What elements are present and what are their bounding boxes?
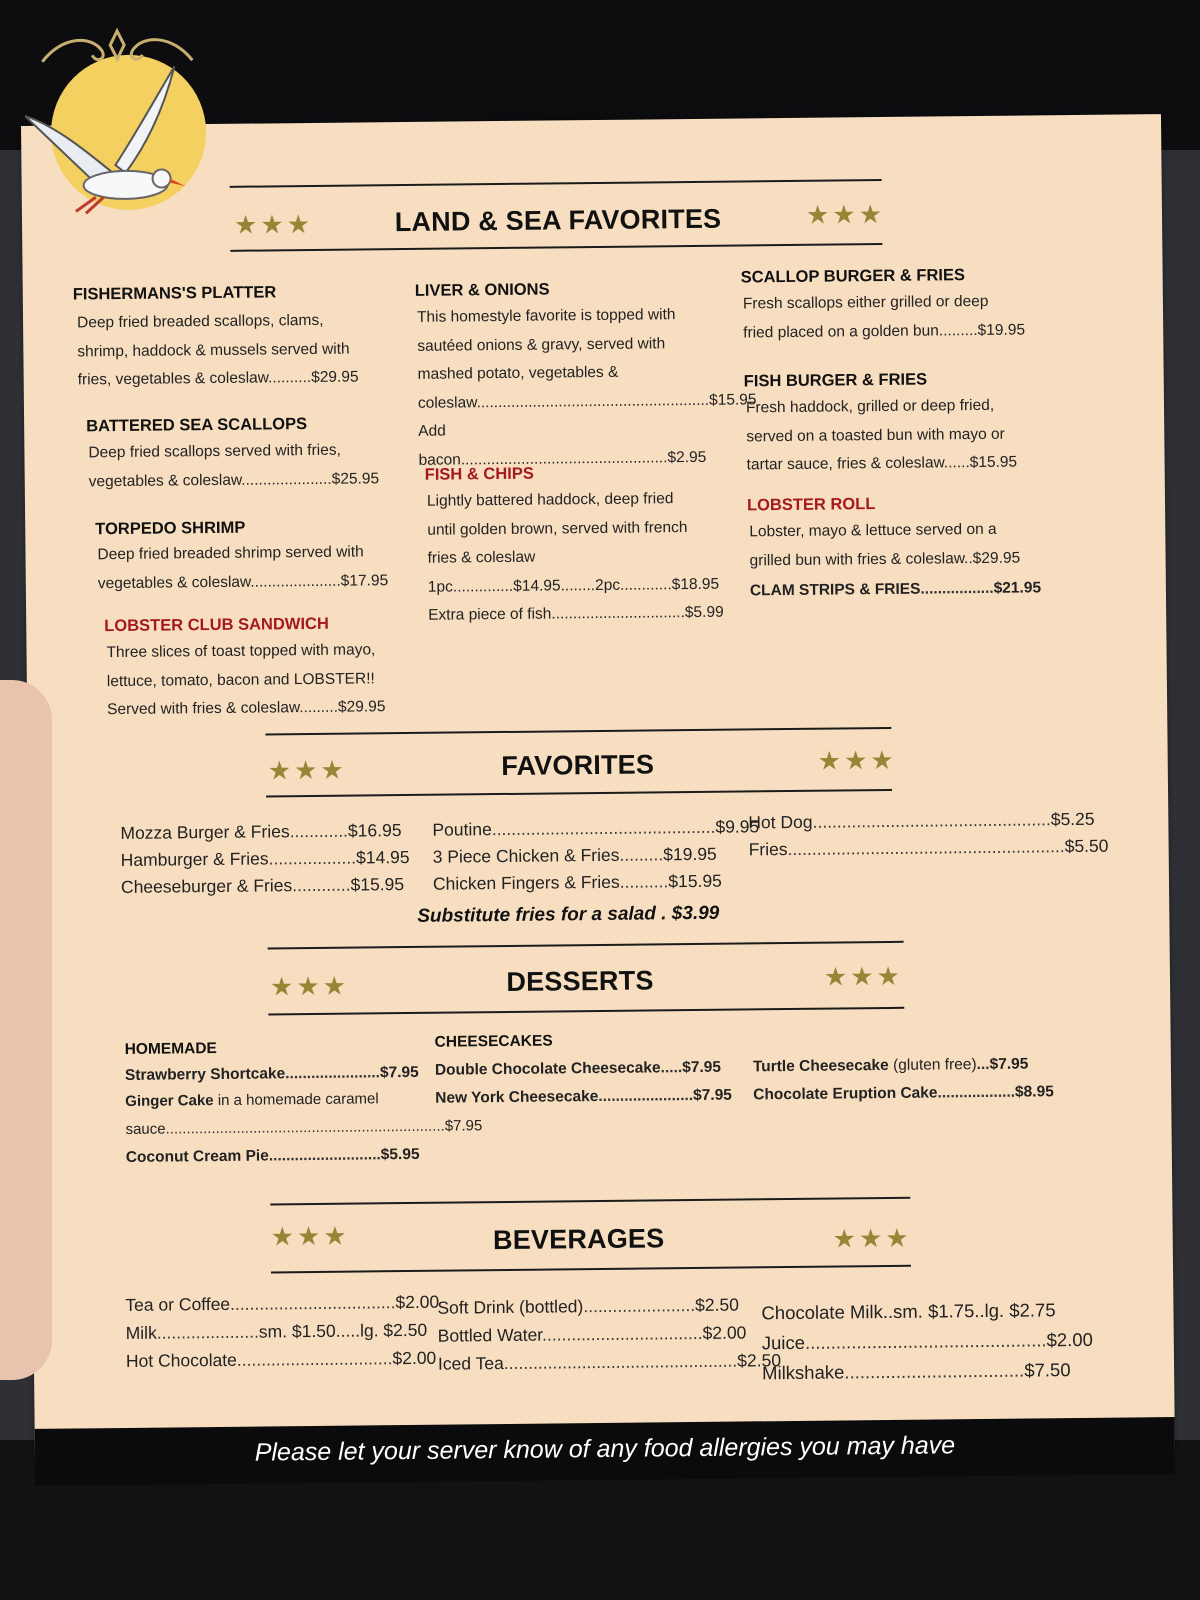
item-title: BATTERED SEA SCALLOPS <box>86 415 308 436</box>
section-title-favorites: FAVORITES <box>501 749 655 782</box>
menu-item: Coconut Cream Pie..........................$5.95 <box>125 1145 420 1166</box>
item-title: LOBSTER CLUB SANDWICH <box>104 614 329 636</box>
menu-item: Iced Tea................................................$2.50 <box>437 1350 782 1374</box>
section-title-beverages: BEVERAGES <box>492 1223 665 1256</box>
stars-icon: ★★★ <box>832 1222 912 1254</box>
menu-item: Soft Drink (bottled).......................$2.50 <box>437 1294 740 1318</box>
section-title-land-sea: LAND & SEA FAVORITES <box>394 203 722 238</box>
menu-item: Mozza Burger & Fries............$16.95 <box>120 820 402 844</box>
divider <box>268 941 904 950</box>
divider <box>230 243 882 252</box>
hand-holding-menu <box>0 680 52 1380</box>
dessert-subhead-cheesecakes: CHEESECAKES <box>434 1032 553 1051</box>
menu-item: Milk.....................sm. $1.50.....lg. $2.50 <box>125 1319 428 1343</box>
item-title: LOBSTER ROLL <box>746 495 876 515</box>
menu-item-clam-strips: CLAM STRIPS & FRIES.................$21.95 <box>749 579 1042 600</box>
menu-item: 3 Piece Chicken & Fries.........$19.95 <box>432 843 717 867</box>
menu-item: Chicken Fingers & Fries..........$15.95 <box>432 870 722 894</box>
item-description: Lightly battered haddock, deep fried until golden brown, served with french fries & coleslaw 1pc..............$14.95........2pc............$18.95 Extra piece of fish...............................$5.99 <box>426 490 724 624</box>
menu-item: New York Cheesecake......................$7.95 <box>435 1086 732 1107</box>
menu-item: Tea or Coffee..................................$2.00 <box>125 1291 440 1315</box>
item-description: Deep fried scallops served with fries, vegetables & coleslaw.....................$25.95 <box>88 441 380 490</box>
divider <box>230 179 882 188</box>
menu-item: Hot Dog.................................................$5.25 <box>748 808 1095 833</box>
menu-page <box>21 114 1175 1466</box>
menu-item: Chocolate Eruption Cake..................$8.95 <box>753 1083 1054 1104</box>
item-description: Fresh scallops either grilled or deep fried placed on a golden bun.........$19.95 <box>742 292 1026 341</box>
menu-item: Hamburger & Fries..................$14.95 <box>120 846 410 871</box>
section-title-desserts: DESSERTS <box>506 965 654 997</box>
stars-icon: ★★★ <box>823 960 904 992</box>
item-title: FISH & CHIPS <box>424 464 534 484</box>
menu-item: Poutine..............................................$9.95 <box>432 816 760 840</box>
stars-icon: ★★★ <box>817 744 897 776</box>
divider <box>271 1265 911 1274</box>
item-description: Deep fried breaded scallops, clams, shrimp, haddock & mussels served with fries, vegetables & coleslaw..........$29.95 <box>76 311 359 389</box>
menu-item: Hot Chocolate................................$2.00 <box>125 1347 437 1371</box>
footer-banner <box>35 1417 1176 1486</box>
menu-item: Strawberry Shortcake......................$7.95 <box>124 1063 419 1084</box>
menu-item: Cheeseburger & Fries............$15.95 <box>120 874 405 897</box>
stars-icon: ★★★ <box>233 208 314 240</box>
item-title: FISHERMANS'S PLATTER <box>72 283 277 304</box>
seagull-icon <box>24 64 196 216</box>
item-title: SCALLOP BURGER & FRIES <box>740 266 966 287</box>
divider <box>266 789 892 798</box>
menu-item: Ginger Cake in a homemade caramel <box>125 1090 379 1110</box>
substitute-note: Substitute fries for a salad . $3.99 <box>417 902 720 927</box>
item-description: Lobster, mayo & lettuce served on a grilled bun with fries & coleslaw..$29.95 <box>749 520 1021 569</box>
item-title: FISH BURGER & FRIES <box>743 370 928 391</box>
divider <box>265 727 891 736</box>
item-description: Fresh haddock, grilled or deep fried, served on a toasted bun with mayo or tartar sauce, fries & coleslaw......$15.95 <box>745 396 1018 474</box>
menu-item: Fries.........................................................$5.50 <box>748 835 1109 860</box>
menu-item: sauce...................................................................$7.95 <box>125 1117 483 1138</box>
menu-item: Juice...............................................$2.00 <box>761 1328 1093 1354</box>
divider <box>268 1007 904 1016</box>
menu-item: Turtle Cheesecake (gluten free)...$7.95 <box>752 1055 1029 1076</box>
stars-icon: ★★★ <box>270 1220 350 1252</box>
dessert-subhead-homemade: HOMEMADE <box>124 1040 217 1058</box>
item-description: This homestyle favorite is topped with sautéed onions & gravy, served with mashed potato, vegetables & coleslaw......................................................$15.95 Add bacon................................................$2.95 <box>416 306 757 469</box>
menu-item: Milkshake...................................$7.50 <box>762 1359 1071 1384</box>
item-title: LIVER & ONIONS <box>414 280 550 300</box>
menu-item: Bottled Water.................................$2.00 <box>437 1322 747 1346</box>
item-title: TORPEDO SHRIMP <box>95 518 246 539</box>
allergy-notice: Please let your server know of any food allergies you may have <box>254 1431 956 1467</box>
item-description: Three slices of toast topped with mayo, lettuce, tomato, bacon and LOBSTER!! Served with fries & coleslaw.........$29.95 <box>106 641 386 719</box>
stars-icon: ★★★ <box>805 198 886 230</box>
stars-icon: ★★★ <box>267 754 347 786</box>
item-description: Deep fried breaded shrimp served with vegetables & coleslaw.....................$17.95 <box>97 543 389 592</box>
divider <box>270 1197 910 1206</box>
stars-icon: ★★★ <box>269 970 350 1002</box>
menu-item: Chocolate Milk..sm. $1.75..lg. $2.75 <box>761 1299 1056 1324</box>
menu-item: Double Chocolate Cheesecake.....$7.95 <box>434 1058 722 1079</box>
